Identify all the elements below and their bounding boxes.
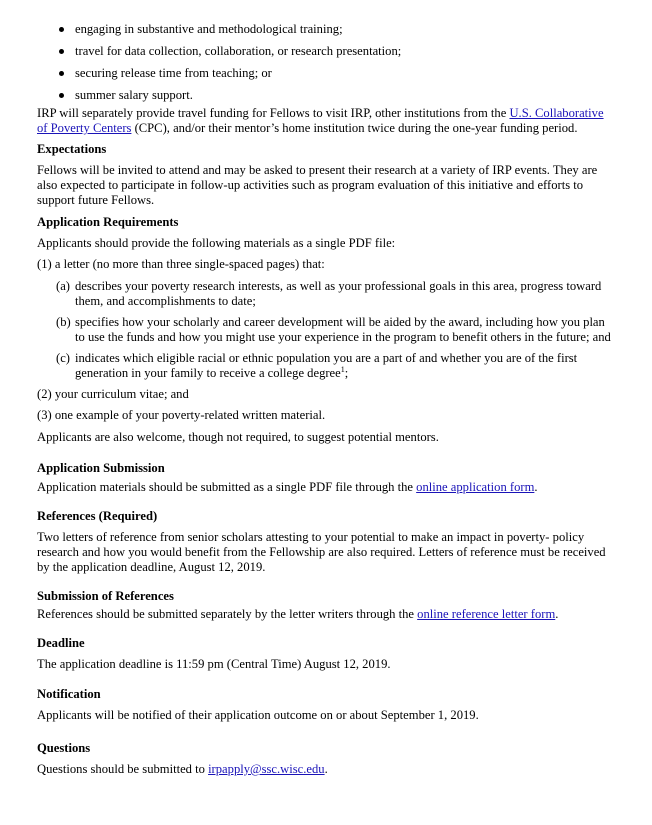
submission-text-end: . [534,480,538,494]
sub-text: indicates which eligible racial or ethnic population you are a part of and whether you are of the first generation in your family to receive a college degree [75,351,578,380]
expectations-text: Fellows will be invited to attend and may be asked to present their research at a variety of IRP events. They are also expected to participate in follow-up activities such as program evaluation of this initiative and efforts to support future Fellows. [37,163,598,207]
ref-submission-heading: Submission of References [37,589,174,603]
footnote-marker: 1 [340,364,345,374]
references-text: Two letters of reference from senior scholars attesting to your potential to make an impact in poverty- policy research and how you would benefit from the Fellowship are also required. Letters of reference must be received by the application deadline, August 12, 2019. [37,530,606,574]
ref-submission-text [37,607,612,622]
requirement-sub-b [37,315,612,345]
deadline-text: The application deadline is 11:59 pm (Central Time) August 12, 2019. [37,657,391,671]
ref-submission-text-start: References should be submitted separately by the letter writers through the [37,607,418,621]
list-item: securing release time from teaching; or [37,66,612,81]
deadline-heading: Deadline [37,636,85,650]
references-heading: References (Required) [37,509,158,523]
travel-text-tail: (CPC), and/or their mentor’s home institution twice during the one-year funding period. [131,121,578,135]
list-item: travel for data collection, collaboration, or research presentation; [37,44,612,59]
sub-label: (b) [56,315,71,329]
notification-text: Applicants will be notified of their application outcome on or about September 1, 2019. [37,708,479,722]
document-body [37,22,612,777]
sub-label: (a) [56,279,70,293]
expectations-heading: Expectations [37,142,107,156]
requirement-sub-c [37,351,612,381]
cpc-link[interactable]: U.S. Collaborative of Poverty Centers [37,106,604,135]
submission-text-start: Application materials should be submitted as a single PDF file through the [37,480,417,494]
funding-uses-list [37,22,612,103]
requirements-heading: Application Requirements [37,215,179,229]
online-application-form-link[interactable]: online application form [416,480,535,494]
sub-text-tail: ; [344,366,349,380]
list-item: summer salary support. [37,88,612,103]
sub-label: (c) [56,351,70,365]
travel-paragraph [37,106,612,136]
ref-submission-text-end: . [555,607,559,621]
questions-heading: Questions [37,741,91,755]
requirements-intro: Applicants should provide the following materials as a single PDF file: [37,236,396,250]
requirement-item-3: (3) one example of your poverty-related written material. [37,408,326,422]
notification-heading: Notification [37,687,101,701]
travel-text: IRP will separately provide travel funding for Fellows to visit IRP, other institutions from the [37,106,510,120]
irpapply-email-link[interactable]: irpapply@ssc.wisc.edu [208,762,325,776]
requirement-sub-a [37,279,612,309]
questions-text-start: Questions should be submitted to [37,762,209,776]
sub-text: describes your poverty research interests, as well as your professional goals in this area, progress toward them, and accomplishments to date; [75,279,602,308]
requirement-item-2: (2) your curriculum vitae; and [37,387,189,401]
online-reference-letter-form-link[interactable]: online reference letter form [417,607,556,621]
questions-text-end: . [324,762,328,776]
sub-text: specifies how your scholarly and career development will be aided by the award, including how you plan to use the funds and how you might use your experience in the program to benefit others in the future; and [75,315,611,344]
list-item: engaging in substantive and methodological training; [37,22,612,37]
submission-heading: Application Submission [37,461,165,475]
mentors-note: Applicants are also welcome, though not required, to suggest potential mentors. [37,430,439,444]
questions-text [37,762,612,777]
requirement-item-1: (1) a letter (no more than three single-spaced pages) that: [37,257,325,271]
submission-text [37,480,612,495]
